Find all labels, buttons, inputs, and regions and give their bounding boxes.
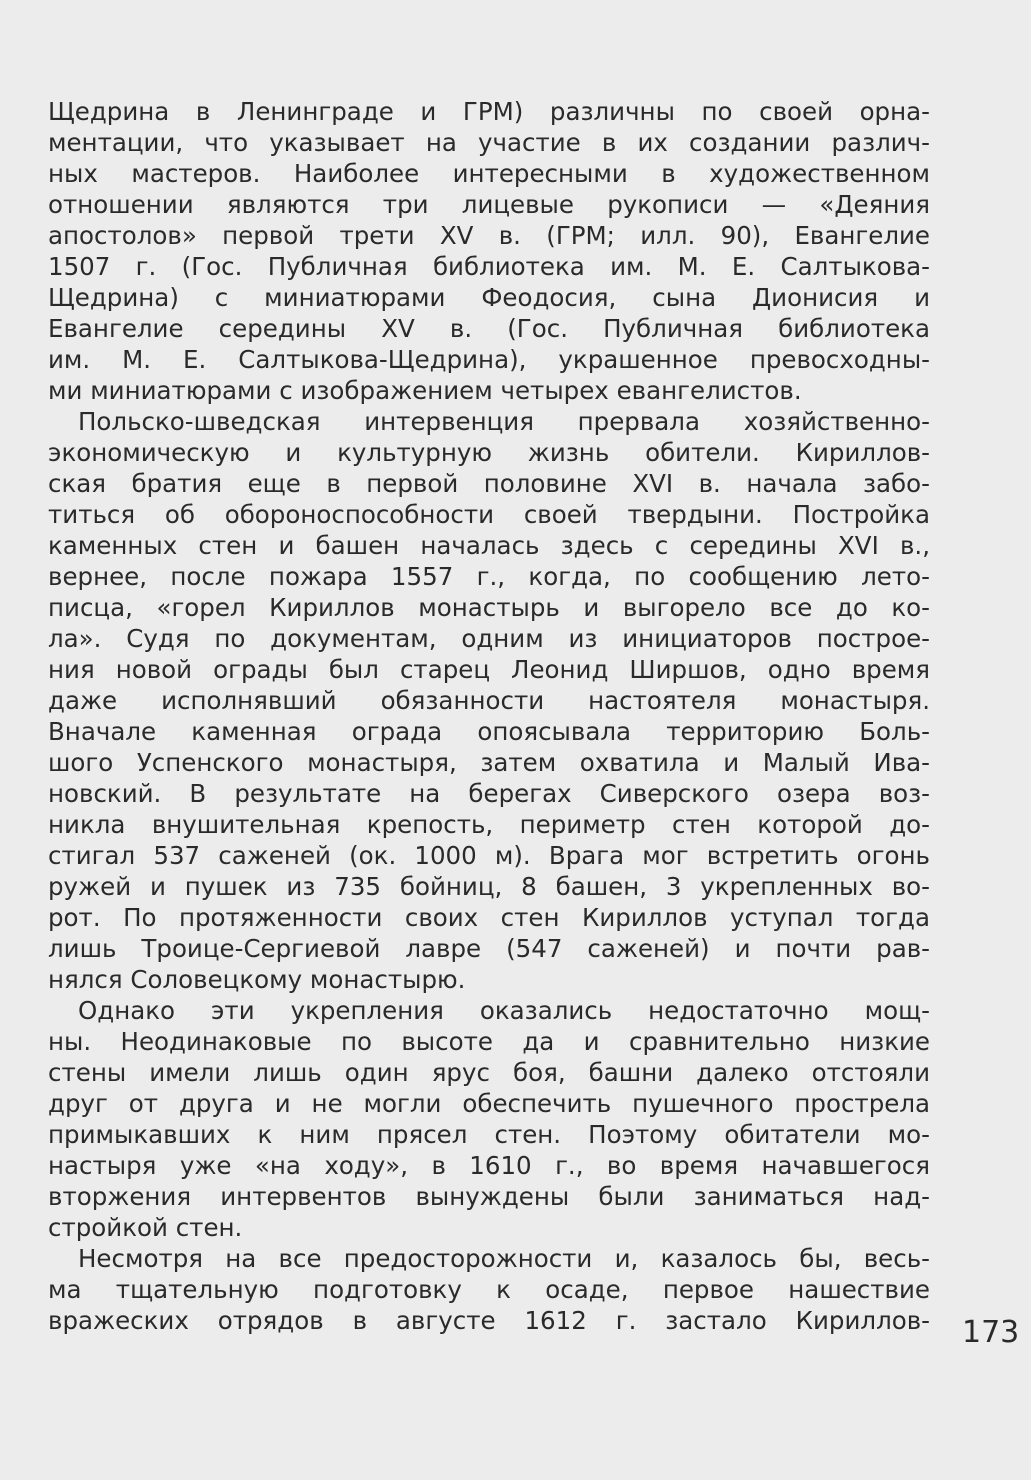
text-line: ны. Неодинаковые по высоте да и сравнительно низкие [48, 1027, 930, 1056]
text-line: 1507 г. (Гос. Публичная библиотека им. М. Е. Салтыкова- [48, 252, 930, 281]
text-line: Щедрина в Ленинграде и ГРМ) различны по своей орна- [48, 97, 930, 126]
text-line: вернее, после пожара 1557 г., когда, по сообщению лето- [48, 562, 930, 591]
text-line: никла внушительная крепость, периметр стен которой до- [48, 810, 930, 839]
text-line: ма тщательную подготовку к осаде, первое нашествие [48, 1275, 930, 1304]
text-line: отношении являются три лицевые рукописи — «Деяния [48, 190, 930, 219]
text-line: вражеских отрядов в августе 1612 г. застало Кириллов- [48, 1306, 930, 1335]
text-line: Несмотря на все предосторожности и, казалось бы, весь- [78, 1244, 930, 1273]
text-line: шого Успенского монастыря, затем охватила и Малый Ива- [48, 748, 930, 777]
text-line: стигал 537 саженей (ок. 1000 м). Врага мог встретить огонь [48, 841, 930, 870]
text-line: Щедрина) с миниатюрами Феодосия, сына Дионисия и [48, 283, 930, 312]
text-line: ская братия еще в первой половине XVI в. начала забо- [48, 469, 930, 498]
text-line: примыкавших к ним прясел стен. Поэтому обитатели мо- [48, 1120, 930, 1149]
paragraph [48, 96, 930, 406]
text-line: им. М. Е. Салтыкова-Щедрина), украшенное превосходны- [48, 345, 930, 374]
text-line: каменных стен и башен началась здесь с середины XVI в., [48, 531, 930, 560]
text-line: рот. По протяженности своих стен Кириллов уступал тогда [48, 903, 930, 932]
text-line: Польско-шведская интервенция прервала хозяйственно- [78, 407, 930, 436]
paragraph [48, 1243, 930, 1336]
text-line: апостолов» первой трети XV в. (ГРМ; илл. 90), Евангелие [48, 221, 930, 250]
paragraph [48, 406, 930, 995]
text-line: титься об обороноспособности своей твердыни. Постройка [48, 500, 930, 529]
text-line: ружей и пушек из 735 бойниц, 8 башен, 3 укрепленных во- [48, 872, 930, 901]
text-line: ментации, что указывает на участие в их создании различ- [48, 128, 930, 157]
text-line: писца, «горел Кириллов монастырь и выгорело все до ко- [48, 593, 930, 622]
text-line: нялся Соловецкому монастырю. [48, 965, 466, 994]
text-line: Однако эти укрепления оказались недостаточно мощ- [78, 996, 930, 1025]
text-line: лишь Троице-Сергиевой лавре (547 саженей) и почти рав- [48, 934, 930, 963]
text-line: Вначале каменная ограда опоясывала территорию Боль- [48, 717, 930, 746]
text-line: новский. В результате на берегах Сиверского озера воз- [48, 779, 930, 808]
page-body [48, 96, 930, 1336]
text-line: ми миниатюрами с изображением четырех евангелистов. [48, 376, 802, 405]
text-line: ных мастеров. Наиболее интересными в художественном [48, 159, 930, 188]
text-line: даже исполнявший обязанности настоятеля монастыря. [48, 686, 930, 715]
paragraph [48, 995, 930, 1243]
text-line: друг от друга и не могли обеспечить пушечного прострела [48, 1089, 930, 1118]
text-line: стены имели лишь один ярус боя, башни далеко отстояли [48, 1058, 930, 1087]
text-line: вторжения интервентов вынуждены были заниматься над- [48, 1182, 930, 1211]
text-line: экономическую и культурную жизнь обители. Кириллов- [48, 438, 930, 467]
text-line: ла». Судя по документам, одним из инициаторов построе- [48, 624, 930, 653]
text-line: стройкой стен. [48, 1213, 243, 1242]
text-line: настыря уже «на ходу», в 1610 г., во время начавшегося [48, 1151, 930, 1180]
text-line: Евангелие середины XV в. (Гос. Публичная библиотека [48, 314, 930, 343]
text-line: ния новой ограды был старец Леонид Ширшов, одно время [48, 655, 930, 684]
page-number: 173 [962, 1315, 1020, 1350]
